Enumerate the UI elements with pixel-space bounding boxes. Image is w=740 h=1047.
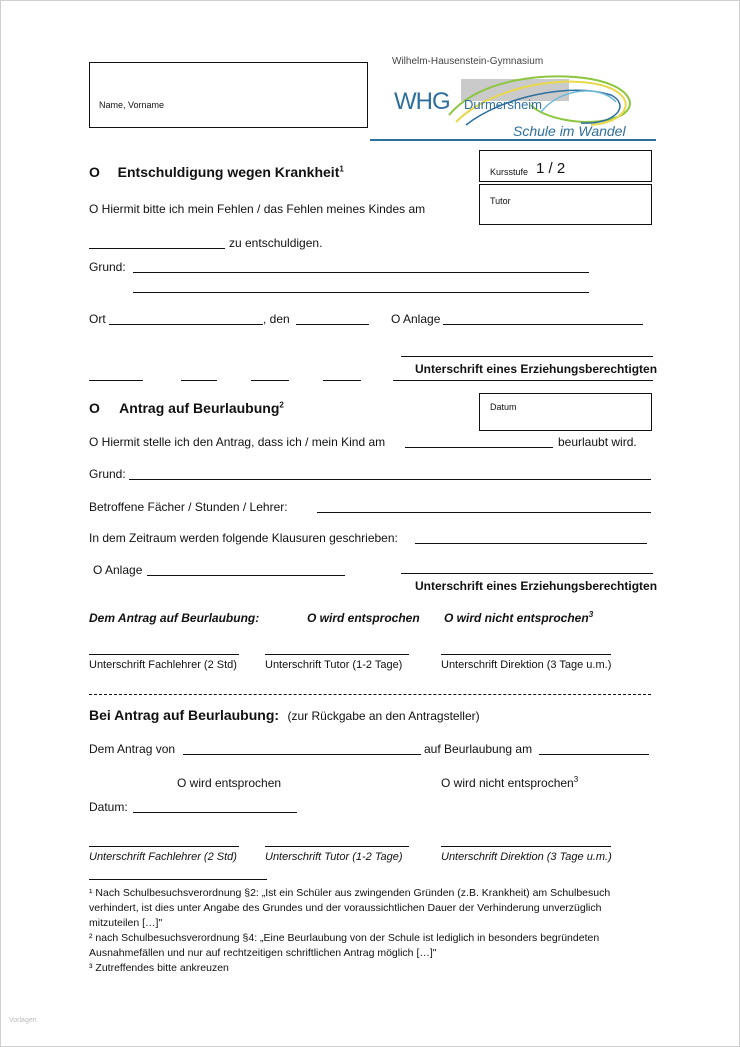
section3-denied[interactable]: O wird nicht entsprochen$^3$ <box>441 775 579 790</box>
section2-attachment[interactable]: O Anlage <box>93 563 143 577</box>
section2-sig-direction-line[interactable] <box>441 654 611 655</box>
request-suffix: beurlaubt wird. <box>558 435 637 449</box>
decision-label: Dem Antrag auf Beurlaubung: <box>89 611 260 625</box>
section2-reason-label: Grund: <box>89 467 126 481</box>
section2-sig-direction: Unterschrift Direktion (3 Tage u.m.) <box>441 659 612 671</box>
place-label: Ort <box>89 312 106 326</box>
section2-reason-field[interactable] <box>129 479 651 480</box>
logo-slogan: Schule im Wandel <box>513 123 626 139</box>
place-field[interactable] <box>109 324 263 325</box>
section2-checkbox[interactable]: O <box>89 400 100 416</box>
section1-signature-label: Unterschrift eines Erziehungsberechtigten <box>415 362 658 376</box>
section3-sig-tutor-line[interactable] <box>265 846 409 847</box>
section3-sig-direction: Unterschrift Direktion (3 Tage u.m.) <box>441 851 612 863</box>
excuse-suffix: zu entschuldigen. <box>229 236 323 250</box>
section3-sig-direction-line[interactable] <box>441 846 611 847</box>
footnote-1-line-1: ¹ Nach Schulbesuchsverordnung §2: „Ist ein Schüler aus zwingenden Gründen (z.B. Krankheit) am Schulbesuch <box>89 887 611 899</box>
section2-sig-teacher: Unterschrift Fachlehrer (2 Std) <box>89 659 237 671</box>
logo-place: Durmersheim <box>464 97 543 112</box>
school-name: Wilhelm-Hausenstein-Gymnasium <box>392 56 544 67</box>
cut-line-dashed <box>89 694 651 695</box>
section1-reason-field-2[interactable] <box>133 292 589 293</box>
name-box-label: Name, Vorname <box>99 100 165 110</box>
section3-sig-teacher-line[interactable] <box>89 846 239 847</box>
kursstufe-label: Kursstufe <box>490 167 529 177</box>
request-from-field[interactable] <box>183 754 421 755</box>
name-box[interactable] <box>89 62 368 128</box>
section2-signature-line[interactable] <box>401 573 653 574</box>
exams-label: In dem Zeitraum werden folgende Klausuren geschrieben: <box>89 531 398 545</box>
request-from-label: Dem Antrag von <box>89 742 176 756</box>
section1-signature-line[interactable] <box>401 356 653 357</box>
tutor-label: Tutor <box>490 196 511 206</box>
section3-date-field[interactable] <box>133 812 297 813</box>
footnote-1-line-3: mitzuteilen […]" <box>89 917 163 929</box>
date-box[interactable] <box>479 393 652 431</box>
exams-field[interactable] <box>415 543 647 544</box>
logo-abbr: WHG <box>394 88 450 115</box>
date-box-label: Datum <box>490 402 517 412</box>
section3-sig-teacher: Unterschrift Fachlehrer (2 Std) <box>89 851 237 863</box>
section3-sig-tutor: Unterschrift Tutor (1-2 Tage) <box>265 851 403 863</box>
footnote-2-line-1: ² nach Schulbesuchsverordnung §4: „Eine Beurlaubung von der Schule ist lediglich in besonders begründeten <box>89 932 600 944</box>
leave-on-field[interactable] <box>539 754 649 755</box>
section1-checkbox[interactable]: O <box>89 164 100 180</box>
request-date-field[interactable] <box>405 447 553 448</box>
den-label: , den <box>263 312 290 326</box>
excuse-date-field[interactable] <box>89 248 225 249</box>
subjects-field[interactable] <box>317 512 651 513</box>
footnote-1-line-2: verhindert, ist dies unter Angabe des Grundes und der voraussichtlichen Dauer der Verhinderung unverzüglich <box>89 902 602 914</box>
leave-on-label: auf Beurlaubung am <box>424 742 533 756</box>
section1-reason-label: Grund: <box>89 260 126 274</box>
request-text[interactable]: O Hiermit stelle ich den Antrag, dass ich / mein Kind am <box>89 435 386 449</box>
section3-title: Bei Antrag auf Beurlaubung: <box>89 707 280 723</box>
section3-title-row <box>89 707 480 725</box>
section2-sig-tutor-line[interactable] <box>265 654 409 655</box>
section3-date-label: Datum: <box>89 800 128 814</box>
section2-sig-teacher-line[interactable] <box>89 654 239 655</box>
section1-title: O Entschuldigung wegen Krankheit$^1$ <box>89 164 344 180</box>
den-date-field[interactable] <box>296 324 369 325</box>
watermark: Vorlagen <box>9 1017 37 1024</box>
footnote-rule <box>89 879 267 880</box>
decision-denied[interactable]: O wird nicht entsprochen$^3$ <box>444 610 594 625</box>
section1-attachment[interactable]: O Anlage <box>391 312 441 326</box>
section2-attachment-field[interactable] <box>147 575 345 576</box>
footnotes <box>89 886 659 976</box>
section3-granted[interactable]: O wird entsprochen <box>177 776 282 790</box>
section2-signature-label: Unterschrift eines Erziehungsberechtigten <box>415 579 658 593</box>
logo-rule <box>370 139 656 141</box>
footnote-2-line-2: Ausnahmefällen und nur auf rechtzeitigen schriftlichen Antrag möglich […]" <box>89 947 437 959</box>
section1-attachment-field[interactable] <box>443 324 643 325</box>
kursstufe-box[interactable] <box>479 150 652 182</box>
subjects-label: Betroffene Fächer / Stunden / Lehrer: <box>89 500 288 514</box>
section2-title: O Antrag auf Beurlaubung$^2$ <box>89 400 284 416</box>
section2-sig-tutor: Unterschrift Tutor (1-2 Tage) <box>265 659 403 671</box>
decision-granted[interactable]: O wird entsprochen <box>307 611 420 625</box>
tutor-box[interactable] <box>479 184 652 225</box>
footnote-3: ³ Zutreffendes bitte ankreuzen <box>89 962 229 974</box>
section3-subtitle: (zur Rückgabe an den Antragsteller) <box>287 709 480 723</box>
kursstufe-value: 1 / 2 <box>536 160 566 177</box>
section1-hereby[interactable]: O Hiermit bitte ich mein Fehlen / das Fehlen meines Kindes am <box>89 202 426 216</box>
section1-reason-field-1[interactable] <box>133 272 589 273</box>
